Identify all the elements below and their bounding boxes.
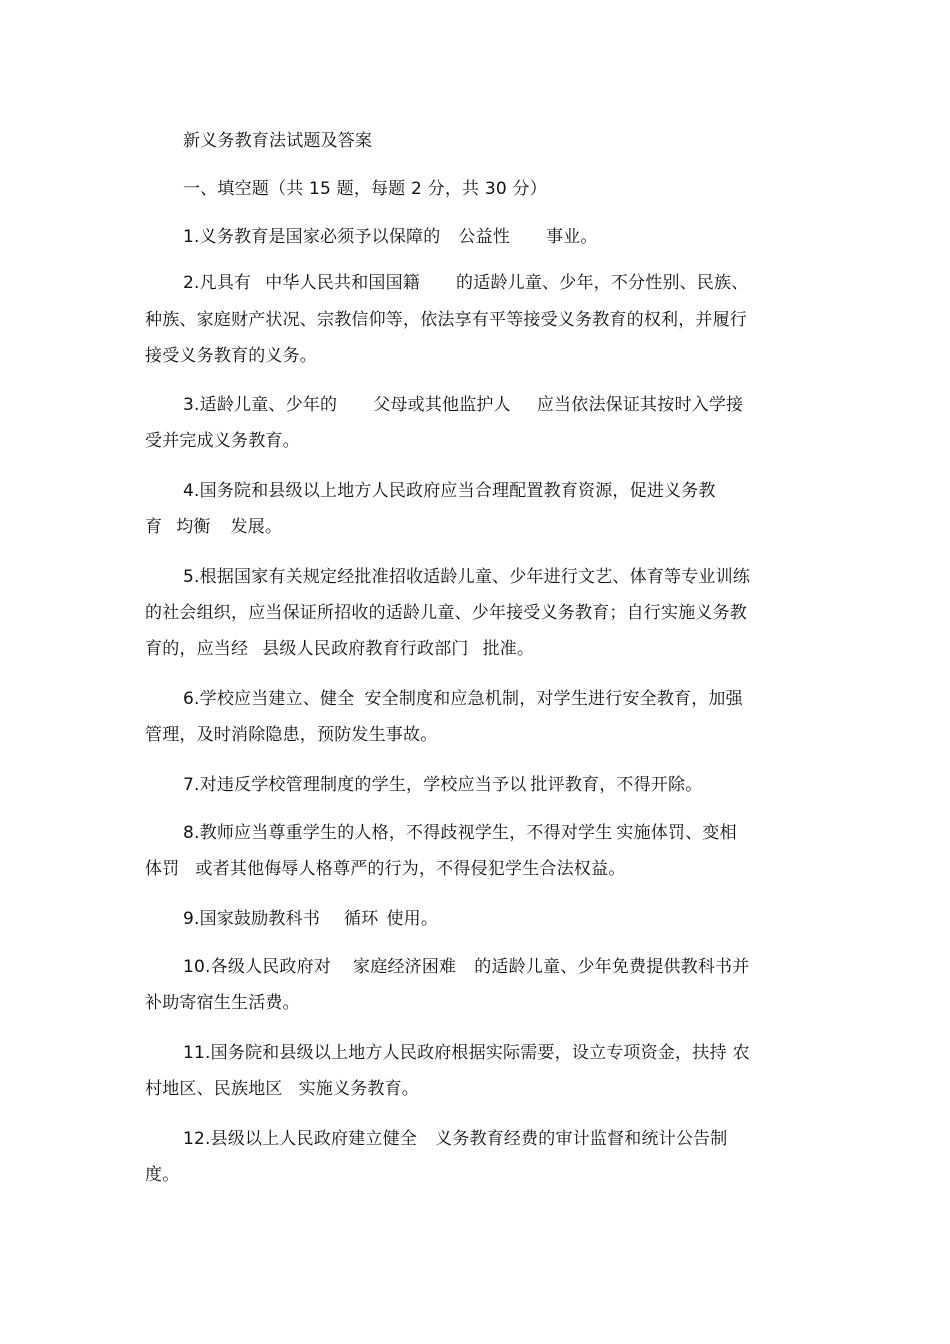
document-title: 新义务教育法试题及答案 — [183, 131, 373, 151]
question-3-line-2: 受并完成义务教育。 — [145, 431, 300, 451]
question-9-answer: 循环 — [344, 909, 379, 929]
question-8-answer: 实施体罚、变相 — [616, 823, 737, 843]
question-5-tail: 批准。 — [482, 639, 535, 659]
question-4-line-2 — [145, 516, 282, 538]
question-4-text: 育 — [145, 517, 163, 537]
question-3-answer: 父母或其他监护人 — [373, 395, 511, 415]
question-4-tail: 发展。 — [230, 517, 283, 537]
question-9-tail: 使用。 — [386, 909, 439, 929]
question-7 — [183, 774, 702, 796]
question-7-answer: 批评教育，不得开除。 — [530, 775, 703, 795]
question-10-tail: 的适龄儿童、少年免费提供教科书并 — [474, 957, 750, 977]
question-8-tail: 或者其他侮辱人格尊严的行为，不得侵犯学生合法权益。 — [195, 859, 626, 879]
question-1-text: 1.义务教育是国家必须予以保障的 — [183, 227, 441, 247]
question-6 — [183, 688, 743, 710]
question-6-text: 6.学校应当建立、健全 — [183, 689, 355, 709]
question-12-answer: 义务教育经费的审计监督和统计公告制 — [435, 1129, 728, 1149]
question-9-text: 9.国家鼓励教科书 — [183, 909, 321, 929]
question-5-text: 育的，应当经 — [145, 639, 249, 659]
question-2-line-3: 接受义务教育的义务。 — [145, 346, 317, 366]
question-3-text: 3.适龄儿童、少年的 — [183, 395, 338, 415]
question-8-answer-end: 体罚 — [145, 859, 180, 879]
question-12-line-2: 度。 — [145, 1165, 180, 1185]
question-9 — [183, 908, 438, 930]
question-5-line-3 — [145, 638, 534, 660]
question-2-answer: 中华人民共和国国籍 — [265, 273, 421, 293]
question-4-answer: 均衡 — [176, 517, 211, 537]
question-2 — [183, 272, 748, 294]
question-11-answer-end: 村地区、民族地区 — [145, 1079, 283, 1099]
question-8-line-2 — [145, 858, 625, 880]
question-8-text: 8.教师应当尊重学生的人格，不得歧视学生，不得对学生 — [183, 823, 613, 843]
question-10-text: 10.各级人民政府对 — [183, 957, 332, 977]
question-10 — [183, 956, 749, 978]
question-8 — [183, 822, 737, 844]
question-1-tail: 事业。 — [546, 227, 598, 247]
question-12-text: 12.县级以上人民政府建立健全 — [183, 1129, 418, 1149]
question-5: 5.根据国家有关规定经批准招收适龄儿童、少年进行文艺、体育等专业训练 — [183, 567, 751, 587]
question-4: 4.国务院和县级以上地方人民政府应当合理配置教育资源，促进义务教 — [183, 481, 716, 501]
question-11-text: 11.国务院和县级以上地方人民政府根据实际需要，设立专项资金，扶持 — [183, 1043, 727, 1063]
question-2-line-2: 种族、家庭财产状况、宗教信仰等，依法享有平等接受义务教育的权利，并履行 — [145, 310, 747, 330]
question-7-text: 7.对违反学校管理制度的学生，学校应当予以 — [183, 775, 527, 795]
question-1 — [183, 226, 598, 248]
question-5-answer: 县级人民政府教育行政部门 — [262, 639, 469, 659]
question-11-line-2 — [145, 1078, 419, 1100]
question-12 — [183, 1128, 727, 1150]
question-3 — [183, 394, 743, 416]
question-6-answer: 安全制度和应急机制，对学生进行安全教育，加强 — [364, 689, 743, 709]
question-5-line-2: 的社会组织，应当保证所招收的适龄儿童、少年接受义务教育；自行实施义务教 — [145, 603, 747, 623]
section-heading: 一、填空题（共 15 题，每题 2 分，共 30 分） — [183, 179, 547, 199]
question-6-line-2: 管理，及时消除隐患，预防发生事故。 — [145, 725, 438, 745]
question-11-answer: 农 — [732, 1043, 750, 1063]
question-3-tail: 应当依法保证其按时入学接 — [536, 395, 744, 415]
question-10-answer: 家庭经济困难 — [353, 957, 457, 977]
question-2-text: 2.凡具有 — [183, 273, 252, 293]
question-11-tail: 实施义务教育。 — [298, 1079, 420, 1099]
question-2-tail: 的适龄儿童、少年，不分性别、民族、 — [456, 273, 749, 293]
question-10-line-2: 补助寄宿生生活费。 — [145, 993, 300, 1013]
question-11 — [183, 1042, 750, 1064]
question-1-answer: 公益性 — [458, 227, 511, 247]
